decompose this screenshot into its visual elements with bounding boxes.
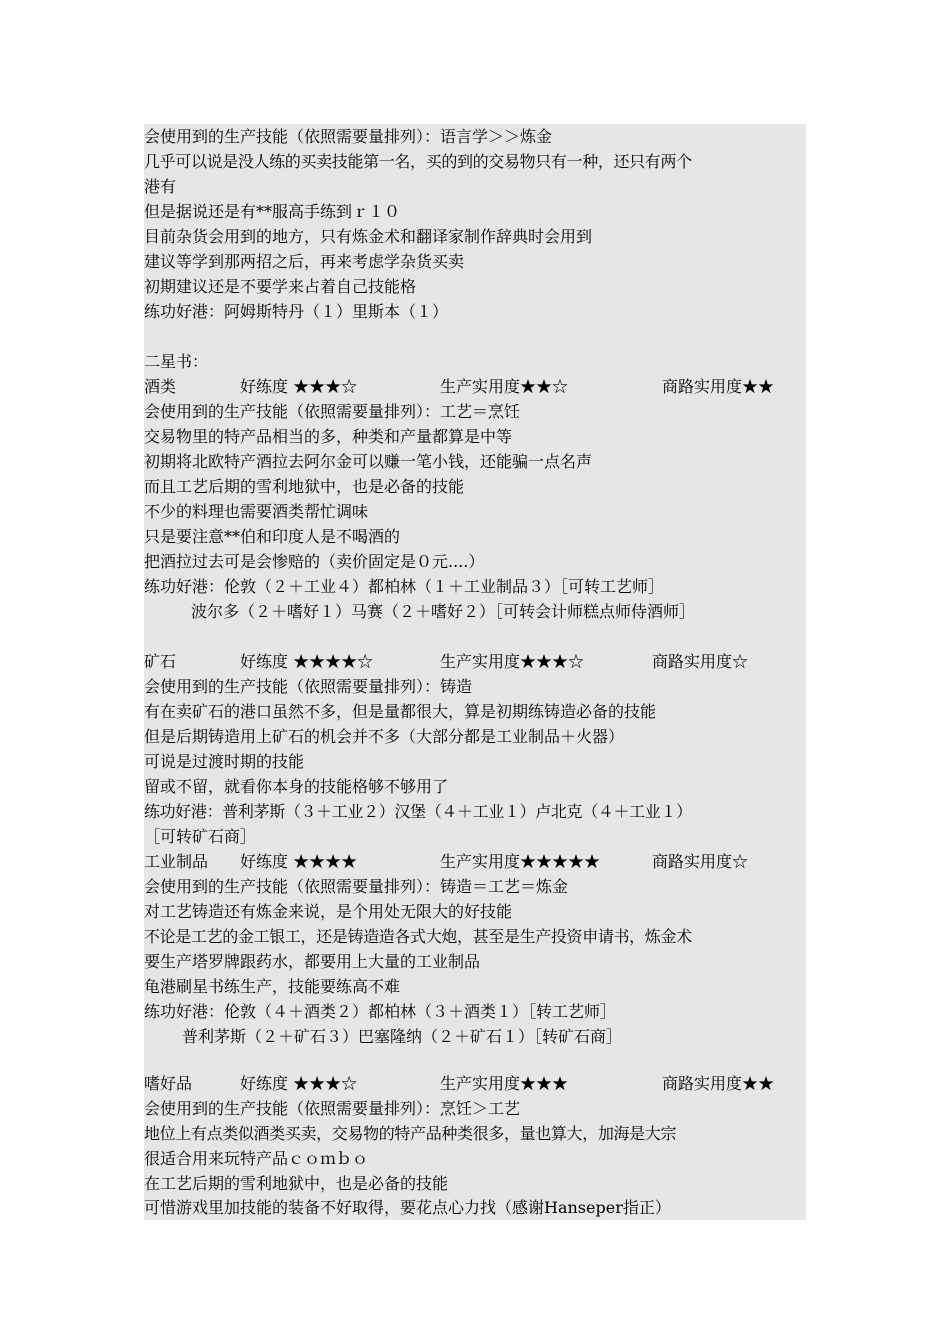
text-line: 龟港刷星书练生产，技能要练高不难 [144, 977, 401, 996]
rating-row [144, 849, 806, 874]
text-line: 会使用到的生产技能（依照需要量排列）：语言学＞＞炼金 [144, 127, 553, 146]
text-line: 会使用到的生产技能（依照需要量排列）：铸造＝工艺＝炼金 [144, 877, 569, 896]
production-rating: 生产实用度★★★★★ [440, 852, 601, 871]
text-line: 会使用到的生产技能（依照需要量排列）：工艺＝烹饪 [144, 402, 521, 421]
text-line: 在工艺后期的雪利地狱中，也是必备的技能 [144, 1174, 449, 1193]
text-line: 很适合用来玩特产品ｃｏｍｂｏ [144, 1149, 369, 1168]
practice-rating: 好练度 ★★★★ [240, 852, 358, 871]
section-heading: 二星书： [144, 352, 209, 371]
trade-rating: 商路实用度★★ [662, 377, 775, 396]
text-line: 把酒拉过去可是会惨赔的（卖价固定是０元....） [144, 552, 485, 571]
text-line: 练功好港：普利茅斯（３＋工业２）汉堡（４＋工业１）卢北克（４＋工业１） [144, 802, 692, 821]
text-line: ［可转矿石商］ [144, 827, 257, 846]
practice-rating: 好练度 ★★★☆ [240, 377, 358, 396]
production-rating: 生产实用度★★★☆ [440, 652, 585, 671]
text-line: 初期建议还是不要学来占着自己技能格 [144, 277, 417, 296]
text-line: 只是要注意**伯和印度人是不喝酒的 [144, 527, 401, 546]
trade-rating: 商路实用度★★ [662, 1074, 775, 1093]
practice-rating: 好练度 ★★★☆ [240, 1074, 358, 1093]
text-line: 几乎可以说是没人练的买卖技能第一名，买的到的交易物只有一种，还只有两个 [144, 152, 692, 171]
text-line: 目前杂货会用到的地方，只有炼金术和翻译家制作辞典时会用到 [144, 227, 593, 246]
category-name: 酒类 [144, 377, 177, 396]
text-line: 会使用到的生产技能（依照需要量排列）：铸造 [144, 677, 473, 696]
text-line: 练功好港：伦敦（４＋酒类２）都柏林（３＋酒类１）［转工艺师］ [144, 1002, 617, 1021]
text-line: 地位上有点类似酒类买卖，交易物的特产品种类很多，量也算大，加海是大宗 [144, 1124, 677, 1143]
trade-rating: 商路实用度☆ [652, 852, 749, 871]
text-line: 对工艺铸造还有炼金来说，是个用处无限大的好技能 [144, 902, 513, 921]
text-line: 练功好港：阿姆斯特丹（１）里斯本（１） [144, 302, 449, 321]
text-line: 有在卖矿石的港口虽然不多，但是量都很大，算是初期练铸造必备的技能 [144, 702, 657, 721]
rating-row [144, 1071, 806, 1096]
text-line: 港有 [144, 177, 177, 196]
text-line: 可说是过渡时期的技能 [144, 752, 305, 771]
text-line: 但是据说还是有**服高手练到ｒ１０ [144, 202, 401, 221]
practice-rating: 好练度 ★★★★☆ [240, 652, 374, 671]
trade-rating: 商路实用度☆ [652, 652, 749, 671]
text-line: 不少的料理也需要酒类帮忙调味 [144, 502, 369, 521]
text-line: 普利茅斯（２＋矿石３）巴塞隆纳（２＋矿石１）［转矿石商］ [182, 1027, 623, 1046]
text-line: 不论是工艺的金工银工，还是铸造造各式大炮，甚至是生产投资申请书，炼金术 [144, 927, 692, 946]
text-line: 留或不留，就看你本身的技能格够不够用了 [144, 777, 449, 796]
category-name: 工业制品 [144, 852, 209, 871]
category-name: 嗜好品 [144, 1074, 193, 1093]
text-line: 可惜游戏里加技能的装备不好取得，要花点心力找（感谢Hanseper指正） [144, 1198, 671, 1217]
production-rating: 生产实用度★★★ [440, 1074, 569, 1093]
text-line: 要生产塔罗牌跟药水，都要用上大量的工业制品 [144, 952, 481, 971]
text-line: 波尔多（２＋嗜好１）马赛（２＋嗜好２）［可转会计师糕点师侍酒师］ [191, 602, 696, 621]
rating-row [144, 649, 806, 674]
text-line: 会使用到的生产技能（依照需要量排列）：烹饪＞工艺 [144, 1099, 521, 1118]
text-line: 建议等学到那两招之后，再来考虑学杂货买卖 [144, 252, 465, 271]
production-rating: 生产实用度★★☆ [440, 377, 569, 396]
text-line: 练功好港：伦敦（２＋工业４）都柏林（１＋工业制品３）［可转工艺师］ [144, 577, 665, 596]
document-page [144, 124, 806, 1220]
text-line: 交易物里的特产品相当的多，种类和产量都算是中等 [144, 427, 513, 446]
rating-row [144, 374, 806, 399]
category-name: 矿石 [144, 652, 177, 671]
text-line: 而且工艺后期的雪利地狱中，也是必备的技能 [144, 477, 465, 496]
text-line: 初期将北欧特产酒拉去阿尔金可以赚一笔小钱，还能骗一点名声 [144, 452, 593, 471]
text-line: 但是后期铸造用上矿石的机会并不多（大部分都是工业制品＋火器） [144, 727, 625, 746]
